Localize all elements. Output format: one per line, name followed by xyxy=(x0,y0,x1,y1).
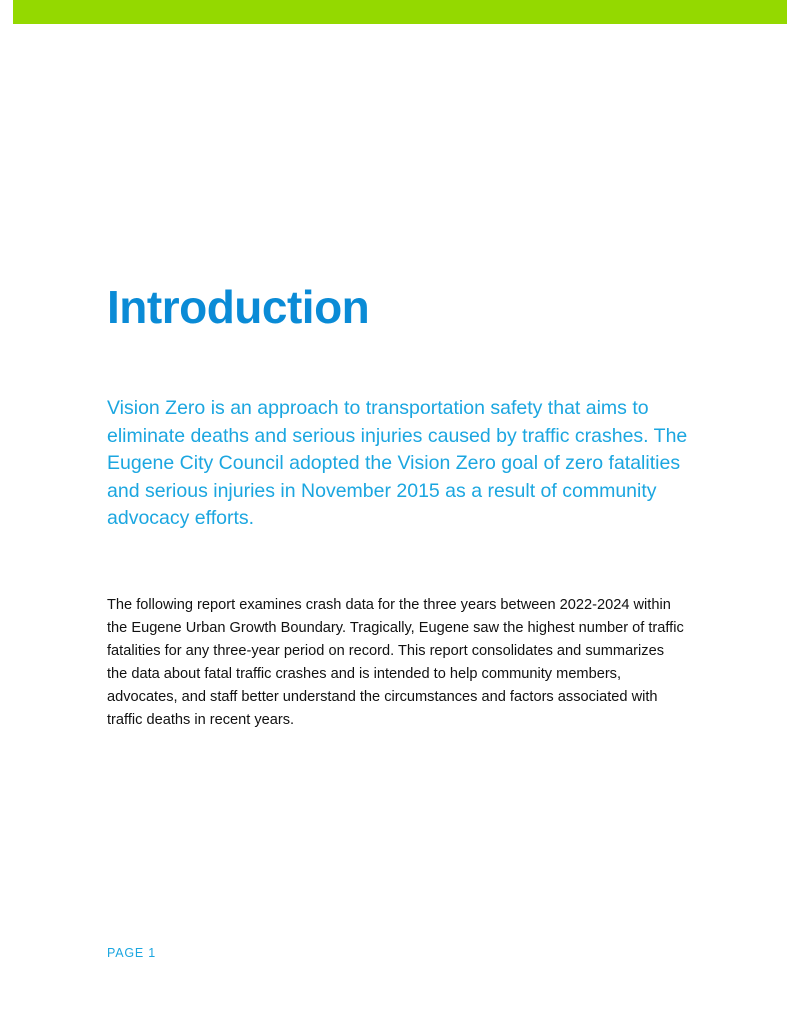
top-accent-bar xyxy=(13,0,787,24)
body-paragraph: The following report examines crash data for the three years between 2022-2024 within the Eugene Urban Growth Boundary. Tragically, Eugene saw the highest number of traffic fatalities for any three-year period on record. This report consolidates and summarizes the data about fatal traffic crashes and is intended to help community members, advocates, and staff better understand the circumstances and factors associated with traffic deaths in recent years. xyxy=(107,597,684,728)
page-title: Introduction xyxy=(107,281,370,333)
page-number: PAGE 1 xyxy=(107,946,157,960)
lead-paragraph: Vision Zero is an approach to transportation safety that aims to eliminate deaths and serious injuries caused by traffic crashes. The Eugene City Council adopted the Vision Zero goal of zero fatalities and serious injuries in November 2015 as a result of community advocacy efforts. xyxy=(107,397,688,529)
